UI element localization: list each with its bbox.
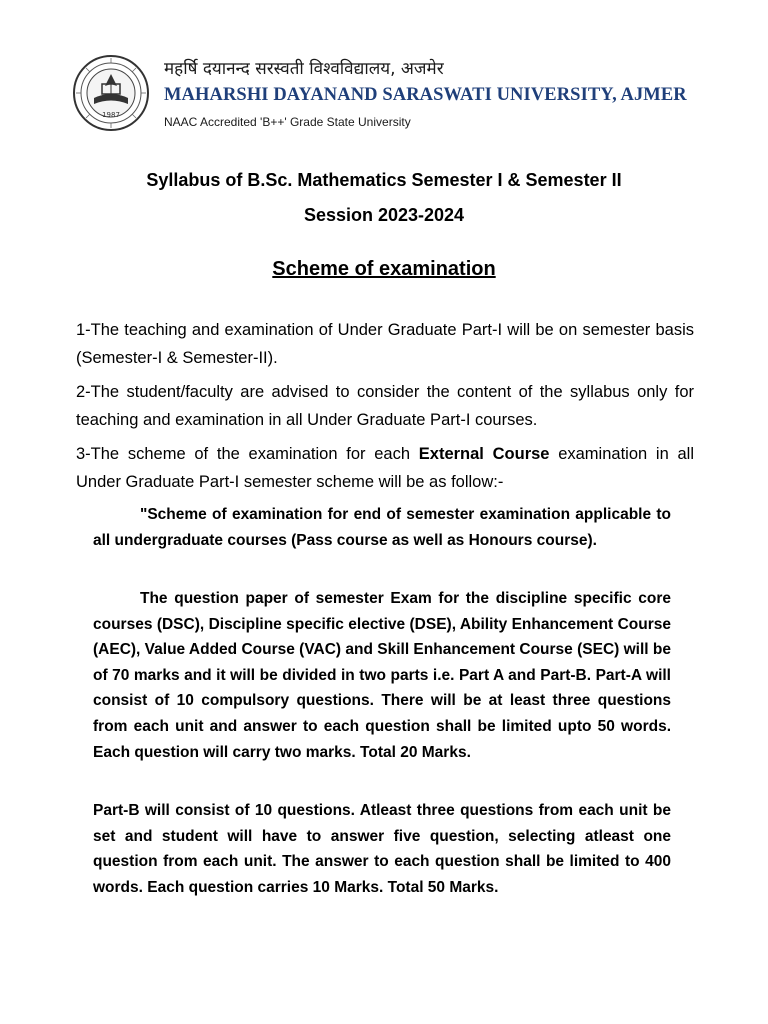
scheme-paragraph-part-a (93, 586, 671, 765)
point-number: 1- (76, 321, 91, 339)
point-text-bold: External Course (418, 445, 550, 463)
point-1 (76, 316, 694, 372)
scheme-paragraph-intro (93, 502, 671, 553)
point-number: 2- (76, 383, 91, 401)
point-text-after: examination in all Under Graduate Part-I semester scheme will be as follow:- (76, 445, 695, 491)
point-3 (76, 440, 694, 496)
paragraph-text: "Scheme of examination for end of semester examination applicable to all undergraduate courses (Pass course as well as Honours course). (93, 506, 671, 549)
indent (93, 506, 140, 523)
university-logo-seal (72, 54, 150, 132)
point-2 (76, 378, 694, 434)
point-number: 3- (76, 445, 91, 463)
university-name-hindi: महर्षि दयानन्द सरस्वती विश्वविद्यालय, अजमेर (164, 59, 444, 79)
session-title: Session 2023-2024 (303, 205, 465, 225)
syllabus-title: Syllabus of B.Sc. Mathematics Semester I & Semester II (146, 170, 622, 190)
scheme-paragraph-part-b (93, 798, 671, 900)
university-name-english: MAHARSHI DAYANAND SARASWATI UNIVERSITY, AJMER (164, 85, 687, 105)
point-text-before: The scheme of the examination for each (90, 445, 419, 463)
paragraph-text: The question paper of semester Exam for the discipline specific core courses (DSC), Discipline specific elective (DSE), Ability Enhancement Course (AEC), Value Added Course (VAC) and Skill Enhancement Course (SEC) will be of 70 marks and it will be divided in two parts i.e. Part A and Part-B. Part-A will consist of 10 compulsory questions. There will be at least three questions from each unit and answer to each question shall be limited upto 50 words. Each question will carry two marks. Total 20 Marks. (93, 590, 671, 761)
university-header (72, 50, 687, 138)
paragraph-text: Part-B will consist of 10 questions. Atleast three questions from each unit be set and student will have to answer five question, selecting atleast one question from each unit. The answer to each question shall be limited to 400 words. Each question carries 10 Marks. Total 50 Marks. (93, 802, 671, 896)
point-text: The teaching and examination of Under Graduate Part-I will be on semester basis (Semester-I & Semester-II). (76, 321, 694, 367)
point-text: The student/faculty are advised to consider the content of the syllabus only for teaching and examination in all Under Graduate Part-I courses. (76, 383, 694, 429)
indent (93, 590, 140, 607)
logo-year: 1987 (102, 111, 120, 119)
scheme-heading: Scheme of examination (272, 258, 496, 280)
accreditation-text: NAAC Accredited 'B++' Grade State University (164, 115, 411, 129)
